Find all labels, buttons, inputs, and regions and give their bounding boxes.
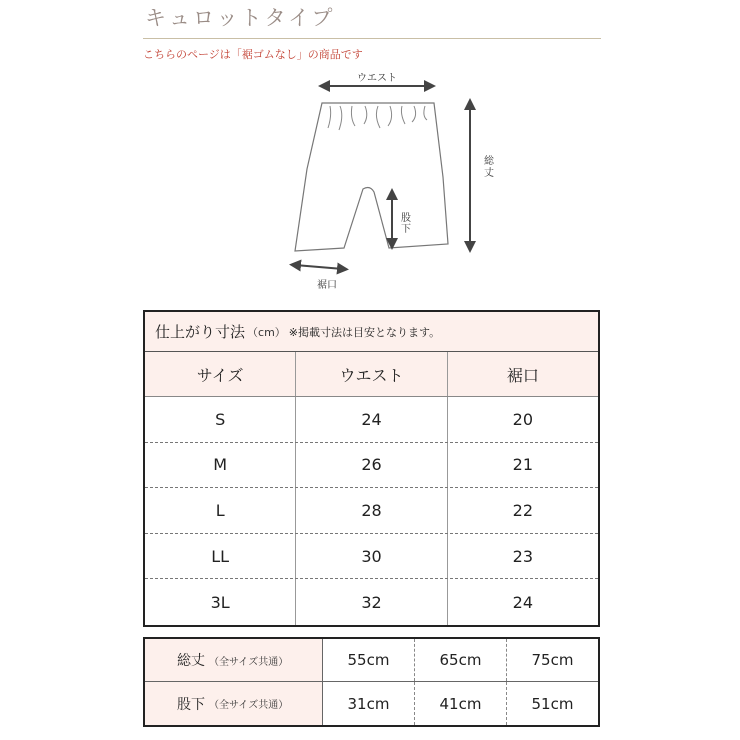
length-row-label [145,639,323,681]
size-table-column-headers [145,352,598,397]
table-row [145,534,598,580]
size-table-heading: 仕上がり寸法 [155,323,246,341]
size-cell: M [213,455,228,475]
table-row [145,488,598,534]
column-header-hem: 裾口 [447,352,598,396]
waist-cell: 32 [295,579,446,625]
inseam-label-2: 下 [401,224,411,235]
length-value: 51cm [506,682,598,725]
size-cell: 3L [210,592,230,612]
length-value: 65cm [414,639,506,681]
culotte-outline [295,103,448,251]
product-notice: こちらのページは「裾ゴムなし」の商品です [143,48,363,61]
waist-cell: 30 [295,534,446,579]
table-row [145,682,598,725]
column-header-size: サイズ [196,365,244,385]
hem-arrow [295,265,343,269]
table-row [145,639,598,682]
page-title: キュロットタイプ [145,6,336,30]
hem-cell: 23 [447,534,598,579]
waist-cell: 28 [295,488,446,533]
hem-cell: 20 [447,397,598,442]
size-table-header [145,312,598,352]
length-table [143,637,600,727]
size-table-unit: （cm） [247,325,286,339]
column-header-waist: ウエスト [295,352,446,396]
inseam-heading: 股下 [177,696,205,713]
all-sizes-note: （全サイズ共通） [209,656,289,668]
total-length-label-2: 丈 [484,168,494,179]
size-table-note: ※掲載寸法は目安となります。 [288,325,441,339]
size-cell: S [215,409,226,429]
hem-cell: 22 [447,488,598,533]
hem-label: 裾口 [317,280,337,291]
length-value: 75cm [506,639,598,681]
size-cell: LL [211,546,230,566]
size-cell: L [215,500,225,520]
inseam-label-1: 股 [401,213,411,224]
waist-cell: 24 [295,397,446,442]
waistband-gathers [328,106,427,130]
length-value: 41cm [414,682,506,725]
length-value: 55cm [347,651,390,669]
hem-cell: 24 [447,579,598,625]
waist-cell: 26 [295,443,446,488]
table-row [145,579,598,625]
size-table [143,310,600,627]
length-value: 31cm [347,694,390,713]
table-row [145,397,598,443]
length-row-label [145,682,323,725]
total-length-label-1: 総 [484,156,494,167]
all-sizes-note: （全サイズ共通） [209,700,289,711]
total-length-heading: 総丈 [177,653,205,669]
hem-cell: 21 [447,443,598,488]
title-divider [143,38,601,39]
culotte-diagram [270,66,510,296]
table-row [145,443,598,489]
waist-label: ウエスト [357,73,397,84]
